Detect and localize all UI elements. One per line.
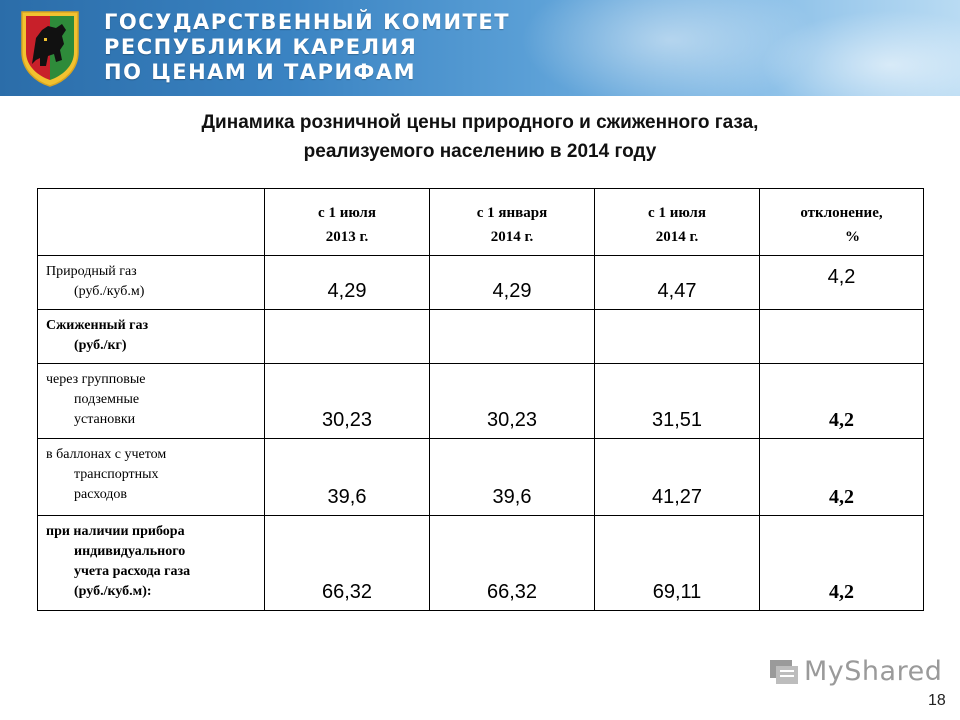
table-row	[38, 256, 924, 310]
table-cell: 4,29	[430, 256, 595, 310]
table-header-row	[38, 189, 924, 256]
header-cloud	[760, 10, 960, 96]
table-cell: 66,32	[265, 516, 430, 611]
table-cell: 30,23	[430, 364, 595, 439]
org-name-line: ПО ЦЕНАМ И ТАРИФАМ	[104, 60, 417, 84]
column-header: с 1 января 2014 г.	[430, 189, 595, 256]
myshared-watermark	[768, 654, 943, 690]
table-cell: 4,2	[760, 256, 924, 310]
table-row	[38, 310, 924, 364]
table-row	[38, 439, 924, 516]
table-cell: 69,11	[595, 516, 760, 611]
table-row	[38, 364, 924, 439]
table-row	[38, 516, 924, 611]
table-cell: 39,6	[265, 439, 430, 516]
row-label: Сжиженный газ (руб./кг)	[38, 310, 265, 364]
column-header: с 1 июля 2013 г.	[265, 189, 430, 256]
table-cell: 4,2	[760, 439, 924, 516]
watermark-text: MyShared	[804, 656, 943, 687]
table-cell: 4,2	[760, 364, 924, 439]
table-cell	[760, 310, 924, 364]
slide-title	[0, 108, 960, 166]
slides-logo-icon	[768, 654, 802, 688]
table-cell	[595, 310, 760, 364]
table-cell: 39,6	[430, 439, 595, 516]
karelia-emblem-icon	[18, 8, 82, 88]
table-cell: 4,47	[595, 256, 760, 310]
table-cell	[265, 310, 430, 364]
row-label: через групповые подземные установки	[38, 364, 265, 439]
slide-title-line: Динамика розничной цены природного и сжиженного газа,	[201, 112, 759, 133]
table-cell: 31,51	[595, 364, 760, 439]
table-cell: 66,32	[430, 516, 595, 611]
column-header: отклонение, %	[760, 189, 924, 256]
table-corner-cell	[38, 189, 265, 256]
table-cell: 41,27	[595, 439, 760, 516]
slide-title-line: реализуемого населению в 2014 году	[303, 141, 657, 162]
organization-name	[104, 10, 510, 85]
row-label: в баллонах с учетом транспортных расходов	[38, 439, 265, 516]
org-name-line: РЕСПУБЛИКИ КАРЕЛИЯ	[104, 35, 418, 59]
price-table	[37, 188, 924, 611]
header-banner	[0, 0, 960, 96]
org-name-line: ГОСУДАРСТВЕННЫЙ КОМИТЕТ	[104, 10, 511, 34]
table-cell	[430, 310, 595, 364]
column-header: с 1 июля 2014 г.	[595, 189, 760, 256]
row-label: Природный газ (руб./куб.м)	[38, 256, 265, 310]
table-cell: 4,29	[265, 256, 430, 310]
page-number: 18	[928, 692, 946, 709]
row-label: при наличии прибора индивидуального учета расхода газа (руб./куб.м):	[38, 516, 265, 611]
table-cell: 30,23	[265, 364, 430, 439]
table-cell: 4,2	[760, 516, 924, 611]
